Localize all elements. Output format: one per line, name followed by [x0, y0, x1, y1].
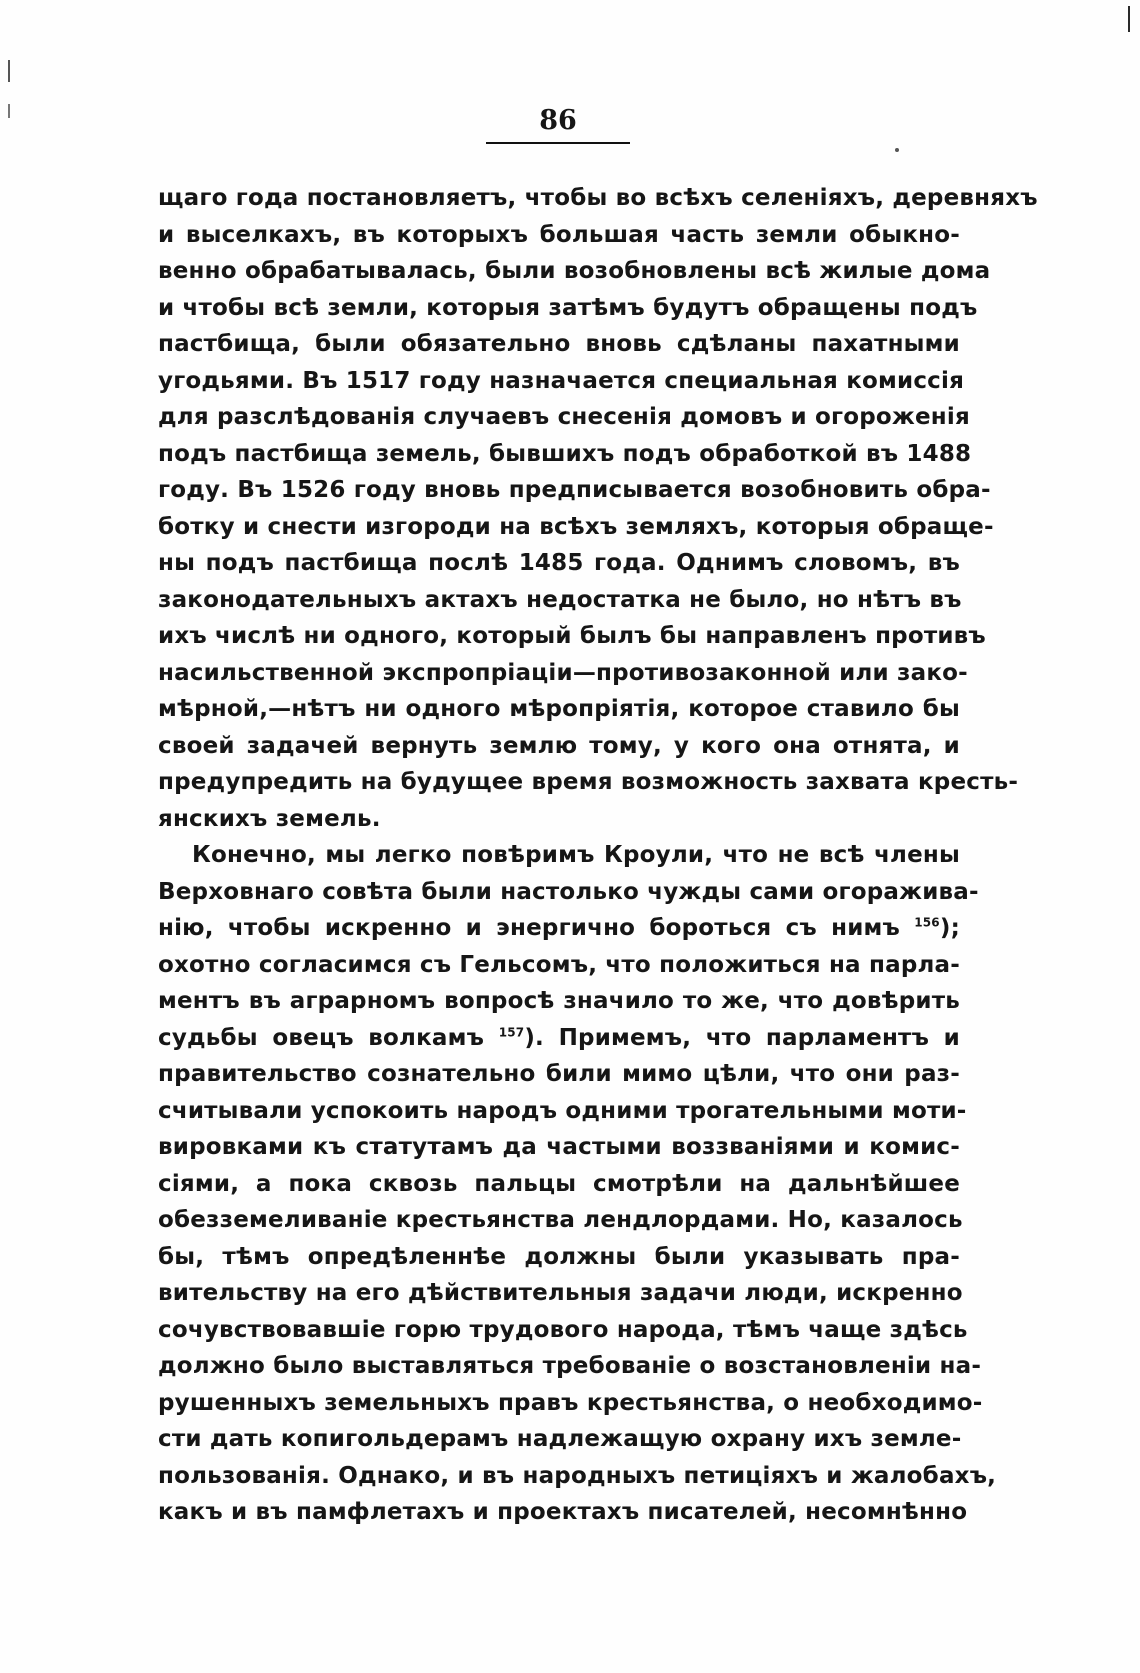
- scan-edge-mark: [1128, 6, 1130, 32]
- text-line: ны подъ пастбища послѣ 1485 года. Однимъ словомъ, въ: [158, 550, 960, 576]
- text-line: своей задачей вернуть землю тому, у кого она отнята, и: [158, 732, 960, 759]
- text-line: сти дать копигольдерамъ надлежащую охрану ихъ земле-: [158, 1426, 962, 1452]
- page-header: [486, 104, 630, 144]
- text-line: пользованія. Однако, и въ народныхъ петиціяхъ и жалобахъ,: [158, 1462, 997, 1489]
- text-fragment: нію, чтобы искренно и энергично бороться съ нимъ: [158, 915, 900, 941]
- text-line: и выселкахъ, въ которыхъ большая часть земли обыкно-: [158, 221, 960, 248]
- text-line: рушенныхъ земельныхъ правъ крестьянства, о необходимо-: [158, 1389, 983, 1416]
- text-line: бы, тѣмъ опредѣленнѣе должны были указывать пра-: [158, 1243, 960, 1270]
- text-line: сіями, а пока сквозь пальцы смотрѣли на дальнѣйшее: [158, 1170, 960, 1197]
- text-line: щаго года постановляетъ, чтобы во всѣхъ селеніяхъ, деревняхъ: [158, 185, 1038, 211]
- text-line: законодательныхъ актахъ недостатка не было, но нѣтъ въ: [158, 586, 962, 613]
- text-line: предупредить на будущее время возможность захвата кресть-: [158, 769, 1019, 795]
- scan-edge-mark: [8, 104, 10, 118]
- text-line: Конечно, мы легко повѣримъ Кроули, что не всѣ члены: [192, 842, 960, 868]
- footnote-ref: 156: [914, 915, 940, 930]
- text-line: правительство сознательно били мимо цѣли, что они раз-: [158, 1061, 960, 1087]
- text-line-with-footnote: [158, 910, 960, 947]
- text-line-with-footnote: [158, 1020, 960, 1057]
- text-fragment: ). Примемъ, что парламентъ и: [524, 1024, 960, 1051]
- page-number: 86: [539, 105, 577, 136]
- scan-speck: [895, 148, 899, 152]
- text-line: и чтобы всѣ земли, которыя затѣмъ будутъ обращены подъ: [158, 294, 978, 321]
- text-line: для разслѣдованія случаевъ снесенія домовъ и огороженія: [158, 404, 970, 430]
- text-line: какъ и въ памфлетахъ и проектахъ писателей, несомнѣнно: [158, 1499, 968, 1525]
- text-line: вительству на его дѣйствительныя задачи люди, искренно: [158, 1280, 963, 1306]
- text-line: венно обрабатывалась, были возобновлены всѣ жилые дома: [158, 258, 991, 284]
- text-line: подъ пастбища земель, бывшихъ подъ обработкой въ 1488: [158, 440, 972, 467]
- text-line: сочувствовавшіе горю трудового народа, тѣмъ чаще здѣсь: [158, 1316, 968, 1343]
- body-text: [158, 180, 1038, 1531]
- text-line: обезземеливаніе крестьянства лендлордами. Но, казалось: [158, 1207, 963, 1233]
- text-line: насильственной экспропріаціи—противозаконной или зако-: [158, 659, 968, 686]
- text-line: ботку и снести изгороди на всѣхъ земляхъ, которыя обращe-: [158, 513, 994, 540]
- text-line: должно было выставляться требованіе о возстановленіи на-: [158, 1353, 982, 1379]
- text-line: году. Въ 1526 году вновь предписывается возобновить обра-: [158, 477, 991, 503]
- text-line: мѣрной,—нѣтъ ни одного мѣропріятія, которое ставило бы: [158, 696, 960, 722]
- text-line: пастбища, были обязательно вновь сдѣланы пахатными: [158, 331, 960, 357]
- scan-edge-mark: [8, 60, 10, 82]
- text-line: янскихъ земель.: [158, 805, 381, 832]
- text-line: ихъ числѣ ни одного, который былъ бы направленъ противъ: [158, 623, 986, 649]
- text-line: угодьями. Въ 1517 году назначается специальная комиссія: [158, 367, 965, 394]
- header-rule: [486, 142, 630, 144]
- text-line: Верховнаго совѣта были настолько чужды сами огоражива-: [158, 878, 979, 905]
- text-line: ментъ въ аграрномъ вопросѣ значило то же, что довѣрить: [158, 988, 960, 1014]
- text-fragment: судьбы овецъ волкамъ: [158, 1024, 485, 1051]
- text-line: вировками къ статутамъ да частыми воззваніями и комис-: [158, 1134, 960, 1160]
- footnote-ref: 157: [498, 1024, 525, 1039]
- text-line: охотно согласимся съ Гельсомъ, что положиться на парла-: [158, 951, 960, 978]
- text-fragment: );: [939, 915, 960, 941]
- text-line: считывали успокоить народъ одними трогательными моти-: [158, 1097, 967, 1124]
